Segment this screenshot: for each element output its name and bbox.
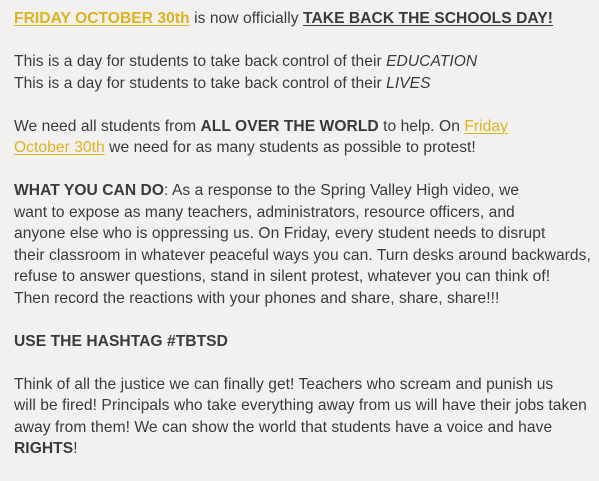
education-word: EDUCATION	[386, 53, 478, 70]
justice-line-1: Think of all the justice we can finally get! Teachers who scream and punish us	[14, 375, 554, 393]
hashtag-paragraph	[14, 331, 589, 353]
wycd-line-1	[14, 180, 589, 202]
hashtag-line: USE THE HASHTAG #TBTSD	[14, 332, 228, 350]
wycd-line-2: want to expose as many teachers, administrators, resource officers, and	[14, 203, 515, 221]
date-link-friday-october-30[interactable]: FRIDAY OCTOBER 30th	[14, 10, 190, 27]
justice-line-2: will be fired! Principals who take everything away from us will have their jobs taken	[14, 397, 587, 414]
paragraph-gap	[14, 352, 589, 374]
purpose-line-education	[14, 51, 589, 73]
wycd-line-6: Then record the reactions with your phones and share, share, share!!!	[14, 289, 500, 307]
day-name: TAKE BACK THE SCHOOLS DAY!	[303, 10, 553, 27]
date-link-october-30th[interactable]: October 30th	[14, 139, 105, 156]
paragraph-gap	[14, 309, 589, 331]
justice-text: !	[73, 440, 78, 457]
what-you-can-do-paragraph	[14, 180, 589, 309]
wycd-line-5: refuse to answer questions, stand in silent protest, whatever you can think of!	[14, 268, 551, 285]
wycd-line-3: anyone else who is oppressing us. On Friday, every student needs to disrupt	[14, 225, 546, 242]
all-over-the-world: ALL OVER THE WORLD	[200, 117, 379, 135]
call-text: to help. On	[378, 117, 465, 135]
call-text: We need all students from	[14, 117, 201, 135]
justice-paragraph	[14, 374, 589, 460]
wycd-text: : As a response to the Spring Valley High video, we	[164, 182, 520, 199]
justice-line-3: away from them! We can show the world that students have a voice and have	[14, 418, 553, 436]
call-paragraph	[14, 116, 589, 159]
justice-line-4	[14, 438, 589, 460]
date-link-friday[interactable]: Friday	[464, 117, 508, 135]
announcement-line	[14, 8, 589, 30]
call-line-1	[14, 116, 589, 138]
purpose-paragraph	[14, 51, 589, 94]
paragraph-gap	[14, 159, 589, 181]
lives-word: LIVES	[386, 74, 431, 92]
purpose-line-lives	[14, 73, 589, 95]
call-text: we need for as many students as possible to protest!	[104, 139, 476, 156]
what-you-can-do-heading: WHAT YOU CAN DO	[14, 182, 165, 199]
purpose-text: This is a day for students to take back control of their	[14, 74, 387, 92]
wycd-line-4: their classroom in whatever peaceful ways you can. Turn desks around backwards,	[14, 246, 591, 264]
purpose-text: This is a day for students to take back control of their	[14, 53, 387, 70]
announcement-text: is now officially	[189, 10, 304, 27]
rights-word: RIGHTS	[14, 440, 74, 457]
paragraph-gap	[14, 94, 589, 116]
call-line-2	[14, 137, 589, 159]
announcement-paragraph	[14, 8, 589, 30]
paragraph-gap	[14, 30, 589, 52]
